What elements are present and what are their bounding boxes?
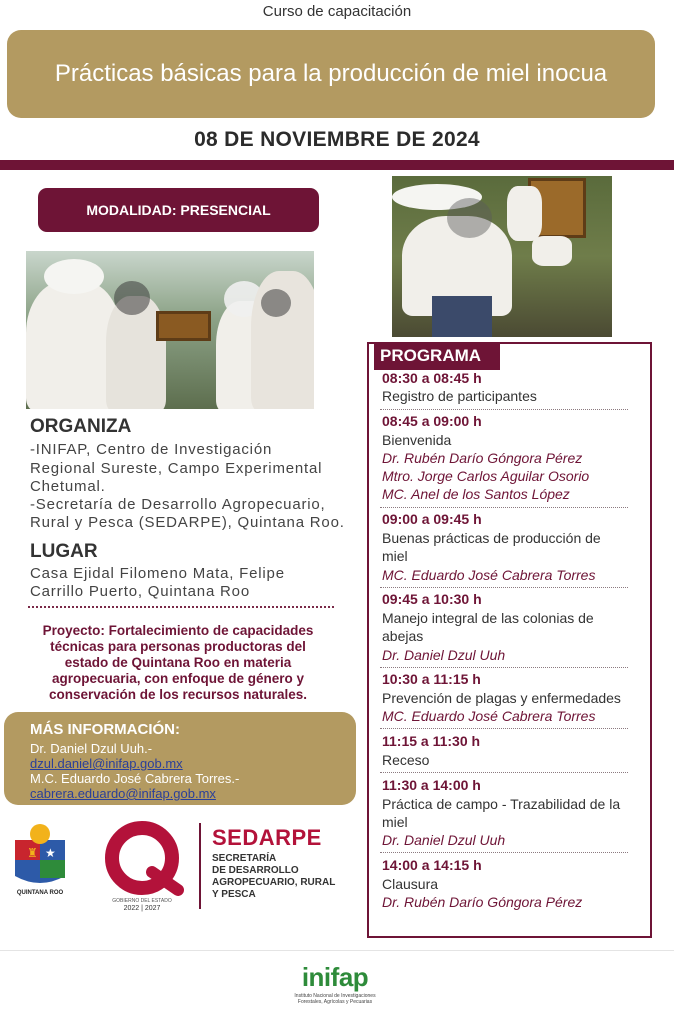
quintana-roo-label: QUINTANA ROO <box>16 890 64 896</box>
programa-heading: PROGRAMA <box>374 342 500 370</box>
beekeeper-photo <box>392 176 612 337</box>
organiza-line: Rural y Pesca (SEDARPE), Quintana Roo. <box>30 514 345 531</box>
schedule-speaker: MC. Eduardo José Cabrera Torres <box>382 567 596 583</box>
contact-name: M.C. Eduardo José Cabrera Torres.- <box>30 771 240 786</box>
schedule-activity: Práctica de campo - Trazabilidad de la <box>382 796 621 812</box>
header-divider <box>0 160 674 170</box>
inifap-subtitle: Instituto Nacional de Investigaciones <box>294 993 376 999</box>
svg-text:★: ★ <box>45 846 56 860</box>
lugar-heading: LUGAR <box>30 541 98 562</box>
schedule-activity: Receso <box>382 752 430 768</box>
schedule-activity: miel <box>382 814 408 830</box>
beekeepers-photo <box>26 251 314 409</box>
lugar-line: Casa Ejidal Filomeno Mata, Felipe <box>30 565 285 582</box>
schedule-time: 08:45 a 09:00 h <box>382 413 482 429</box>
inifap-logo <box>285 962 385 1005</box>
info-title: MÁS INFORMACIÓN: <box>30 721 180 738</box>
sedarpe-line: SECRETARÍA <box>212 853 277 864</box>
organiza-heading: ORGANIZA <box>30 416 132 437</box>
schedule-activity: Registro de participantes <box>382 388 537 404</box>
event-date: 08 DE NOVIEMBRE DE 2024 <box>194 128 480 151</box>
schedule-divider <box>380 852 628 853</box>
schedule-divider <box>380 772 628 773</box>
contact-name: Dr. Daniel Dzul Uuh.- <box>30 741 153 756</box>
schedule-activity: Prevención de plagas y enfermedades <box>382 690 621 706</box>
schedule-divider <box>380 728 628 729</box>
proyecto-line: estado de Quintana Roo en materia <box>64 655 292 670</box>
schedule-activity: miel <box>382 548 408 564</box>
sedarpe-separator <box>199 823 201 909</box>
schedule-time: 11:30 a 14:00 h <box>382 777 481 793</box>
title-banner <box>7 30 655 118</box>
organiza-line: -INIFAP, Centro de Investigación <box>30 441 273 458</box>
schedule-speaker: Dr. Rubén Darío Góngora Pérez <box>382 450 583 466</box>
schedule-time: 09:45 a 10:30 h <box>382 591 482 607</box>
schedule-time: 14:00 a 14:15 h <box>382 857 482 873</box>
proyecto-line: conservación de los recursos naturales. <box>48 687 308 702</box>
contact-email-link[interactable]: dzul.daniel@inifap.gob.mx <box>30 756 183 771</box>
schedule-time: 08:30 a 08:45 h <box>382 370 482 386</box>
organiza-line: Regional Sureste, Campo Experimental <box>30 460 323 477</box>
organiza-line: -Secretaría de Desarrollo Agropecuario, <box>30 496 326 513</box>
page-title: Prácticas básicas para la producción de miel inocua <box>54 60 608 87</box>
schedule-time: 10:30 a 11:15 h <box>382 671 481 687</box>
schedule-activity: Buenas prácticas de producción de <box>382 530 601 546</box>
proyecto-line: Proyecto: Fortalecimiento de capacidades <box>42 623 314 638</box>
sedarpe-line: DE DESARROLLO <box>212 865 299 876</box>
schedule-speaker: Mtro. Jorge Carlos Aguilar Osorio <box>382 468 590 484</box>
schedule-activity: Clausura <box>382 876 439 892</box>
gobierno-q-logo <box>94 820 190 912</box>
schedule-divider <box>380 409 628 410</box>
schedule-time: 11:15 a 11:30 h <box>382 733 481 749</box>
schedule-divider <box>380 667 628 668</box>
proyecto-line: agropecuaria, con enfoque de género y <box>51 671 305 686</box>
schedule-speaker: Dr. Daniel Dzul Uuh <box>382 647 506 663</box>
schedule-speaker: Dr. Rubén Darío Góngora Pérez <box>382 894 583 910</box>
schedule-activity: Manejo integral de las colonias de <box>382 610 594 626</box>
schedule-activity: abejas <box>382 628 424 644</box>
sedarpe-line: AGROPECUARIO, RURAL <box>212 877 336 888</box>
schedule-activity: Bienvenida <box>382 432 452 448</box>
schedule-speaker: Dr. Daniel Dzul Uuh <box>382 832 506 848</box>
modalidad-badge: MODALIDAD: PRESENCIAL <box>38 188 319 232</box>
footer-divider <box>0 950 674 951</box>
proyecto-line: técnicas para personas productoras del <box>50 639 306 654</box>
schedule-divider <box>380 507 628 508</box>
proyecto-text <box>22 623 334 703</box>
inifap-wordmark: inifap <box>301 962 369 992</box>
inifap-subtitle: Forestales, Agrícolas y Pecuarias <box>297 999 373 1005</box>
schedule-speaker: MC. Eduardo José Cabrera Torres <box>382 708 596 724</box>
course-label: Curso de capacitación <box>262 3 412 20</box>
sedarpe-title: SEDARPE <box>212 825 322 850</box>
lugar-line: Carrillo Puerto, Quintana Roo <box>30 583 250 600</box>
organiza-line: Chetumal. <box>30 478 106 495</box>
quintana-roo-logo <box>11 820 69 898</box>
gobierno-years: 2022 | 2027 <box>123 905 161 912</box>
svg-text:♜: ♜ <box>27 846 38 860</box>
sedarpe-line: Y PESCA <box>212 889 256 900</box>
lugar-divider <box>28 606 334 608</box>
gobierno-label: GOBIERNO DEL ESTADO <box>112 898 172 904</box>
schedule-time: 09:00 a 09:45 h <box>382 511 482 527</box>
sedarpe-subtitle <box>212 853 335 901</box>
schedule-speaker: MC. Anel de los Santos López <box>382 486 570 502</box>
contact-email-link[interactable]: cabrera.eduardo@inifap.gob.mx <box>30 786 216 801</box>
schedule-divider <box>380 587 628 588</box>
